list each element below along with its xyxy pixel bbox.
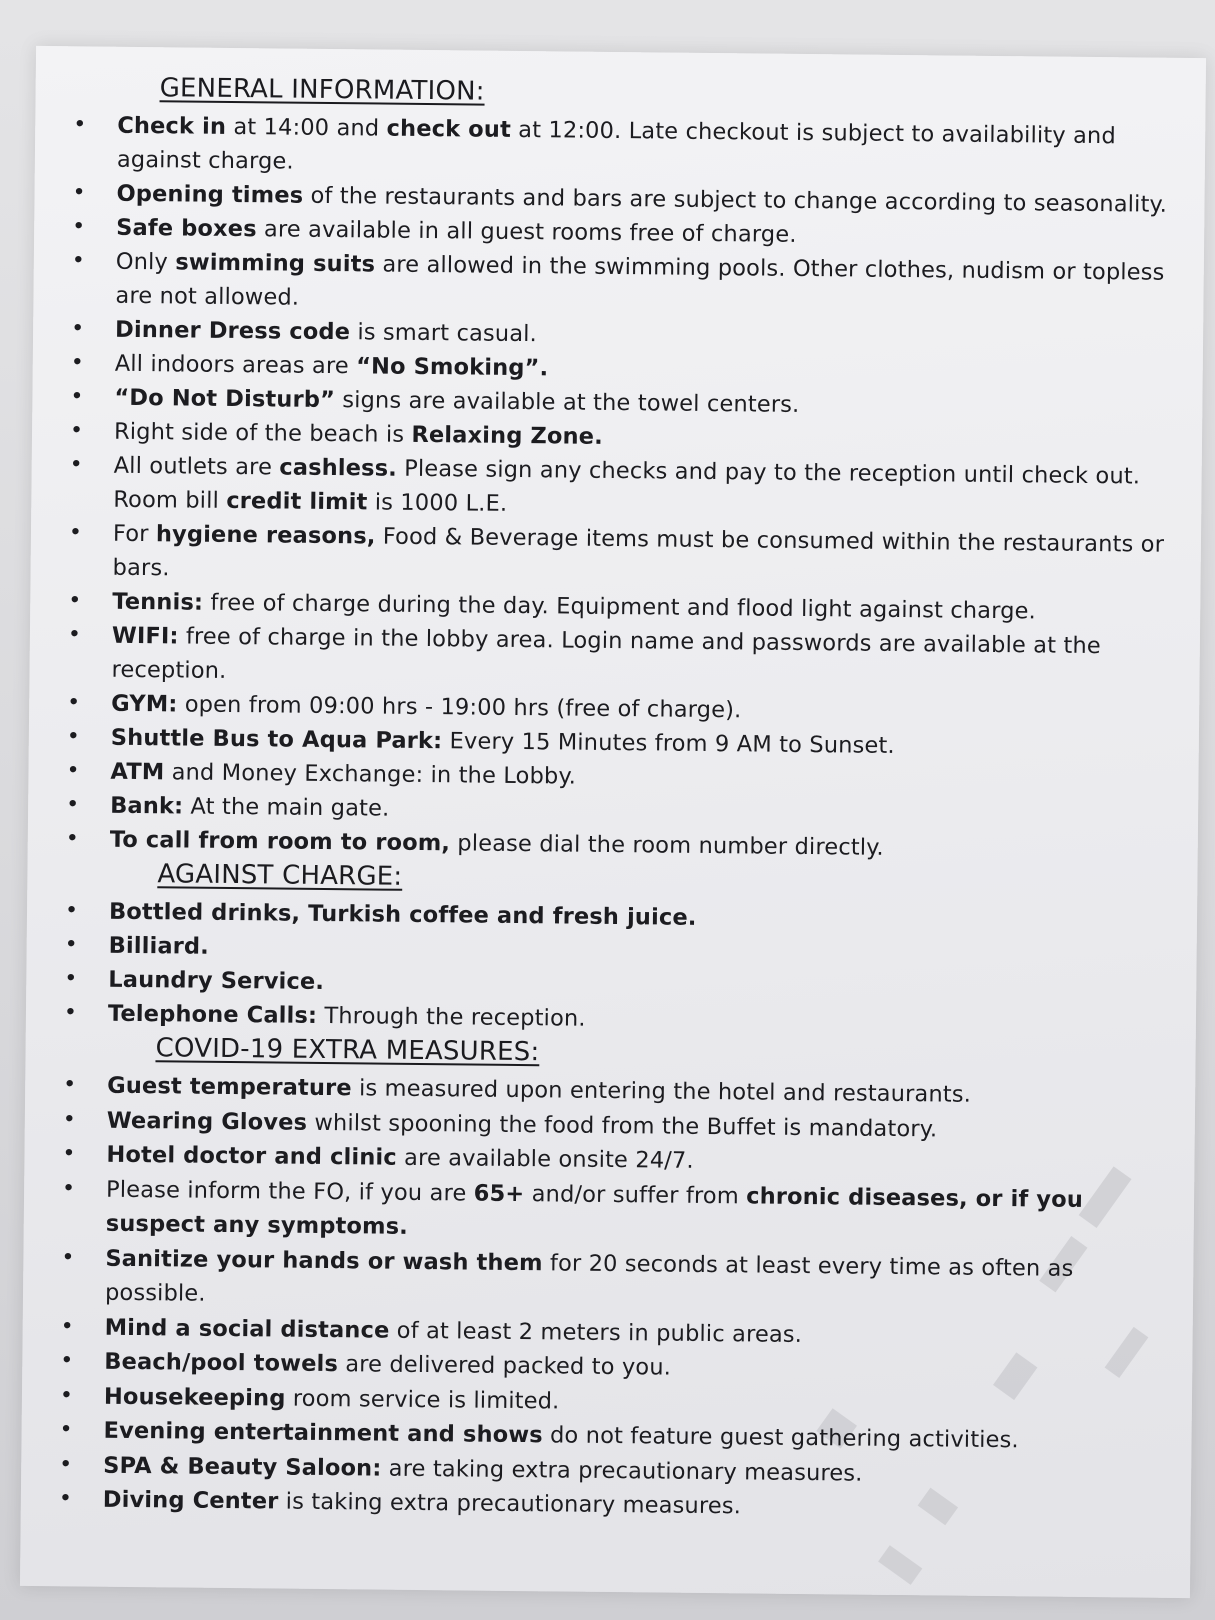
bold-text: “No Smoking”. xyxy=(356,353,549,382)
bold-text: Shuttle Bus to Aqua Park: xyxy=(110,724,443,755)
bullet-icon: • xyxy=(58,1486,73,1512)
item-text: room service is limited. xyxy=(285,1385,560,1414)
bullet-icon: • xyxy=(66,758,80,784)
bold-text: cashless. xyxy=(279,454,398,482)
item-text: are delivered packed to you. xyxy=(337,1351,672,1381)
bullet-icon: • xyxy=(64,966,78,992)
item-text: Food & Beverage items must be consumed within the restaurants or bars. xyxy=(112,523,1165,582)
bold-text: Opening times xyxy=(116,180,304,209)
bold-text: Mind a social distance xyxy=(104,1314,390,1344)
item-text: All indoors areas are xyxy=(114,350,357,380)
item-text: are available in all guest rooms free of charge. xyxy=(256,216,797,248)
item-text: are taking extra precautionary measures. xyxy=(381,1455,863,1487)
item-text: please dial the room number directly. xyxy=(449,830,884,861)
bullet-icon: • xyxy=(64,898,79,924)
against-charge-heading: AGAINST CHARGE: xyxy=(157,859,403,892)
bold-text: hygiene reasons, xyxy=(155,521,376,550)
bullet-icon: • xyxy=(72,180,86,206)
bold-text: To call from room to room, xyxy=(109,826,451,857)
covid-measures-heading: COVID-19 EXTRA MEASURES: xyxy=(155,1033,540,1068)
item-text: and Money Exchange: in the Lobby. xyxy=(164,759,577,790)
bold-text: Wearing Gloves xyxy=(106,1107,308,1136)
bold-text: “Do Not Disturb” xyxy=(114,384,336,414)
bold-text: WIFI: xyxy=(111,622,179,650)
bullet-icon: • xyxy=(69,418,84,444)
bullet-icon: • xyxy=(66,792,80,818)
item-text: is smart casual. xyxy=(349,319,538,348)
bold-text: Housekeeping xyxy=(103,1383,286,1412)
bold-text: chronic diseases, or if you suspect any symptoms. xyxy=(105,1182,1084,1240)
bold-text: Safe boxes xyxy=(116,214,257,243)
bold-text: Check in xyxy=(117,112,227,140)
item-text: is taking extra precautionary measures. xyxy=(278,1488,742,1520)
bold-text: ATM xyxy=(110,758,165,786)
bullet-icon: • xyxy=(71,248,86,274)
bold-text: Billiard. xyxy=(108,932,210,960)
item-text: Every 15 Minutes from 9 AM to Sunset. xyxy=(442,728,895,759)
bullet-icon: • xyxy=(73,112,87,138)
info-sheet xyxy=(20,46,1206,1598)
general-information-heading: GENERAL INFORMATION: xyxy=(159,73,485,107)
bold-text: Sanitize your hands or wash them xyxy=(105,1245,543,1276)
bullet-icon: • xyxy=(69,452,83,478)
bullet-icon: • xyxy=(62,1106,77,1132)
item-text: Only xyxy=(115,248,176,276)
item-text: signs are available at the towel centers. xyxy=(334,387,800,418)
item-text: at 14:00 and xyxy=(225,113,387,142)
list-item xyxy=(65,618,1166,698)
item-text: whilst spooning the food from the Buffet is mandatory. xyxy=(306,1109,938,1142)
bold-text: credit limit xyxy=(226,487,368,516)
bullet-icon: • xyxy=(72,214,86,240)
bold-text: Hotel doctor and clinic xyxy=(106,1141,397,1171)
bold-text: Bank: xyxy=(110,792,184,820)
bullet-icon: • xyxy=(59,1451,73,1477)
item-text: Please sign any checks and pay to the reception until check out. Room bill xyxy=(113,455,1141,514)
list-item xyxy=(69,244,1170,324)
item-text: free of charge in the lobby area. Login name and passwords are available at the reception. xyxy=(111,623,1101,684)
bullet-icon: • xyxy=(60,1313,74,1339)
bold-text: SPA & Beauty Saloon: xyxy=(103,1452,382,1482)
bullet-icon: • xyxy=(59,1417,73,1443)
bullet-icon: • xyxy=(62,1175,76,1201)
item-text: Right side of the beach is xyxy=(113,418,412,448)
item-text: do not feature guest gathering activities. xyxy=(542,1422,1019,1454)
bullet-icon: • xyxy=(61,1244,75,1270)
item-text: is measured upon entering the hotel and restaurants. xyxy=(351,1075,972,1108)
bullet-icon: • xyxy=(63,1072,77,1098)
bold-text: Laundry Service. xyxy=(108,966,325,995)
bold-text: 65+ xyxy=(473,1180,525,1207)
bullet-icon: • xyxy=(60,1348,74,1374)
item-text: Please inform the FO, if you are xyxy=(105,1176,474,1207)
bullet-icon: • xyxy=(64,932,78,958)
list-item xyxy=(67,448,1168,528)
bullet-icon: • xyxy=(70,350,85,376)
item-text: All outlets are xyxy=(113,452,280,481)
bold-text: Tennis: xyxy=(112,588,204,616)
bullet-icon: • xyxy=(66,724,81,750)
bold-text: Beach/pool towels xyxy=(104,1348,339,1378)
bullet-icon: • xyxy=(68,588,82,614)
document-body xyxy=(57,72,1172,1528)
bullet-icon: • xyxy=(68,520,83,546)
bullet-icon: • xyxy=(70,384,84,410)
bullet-icon: • xyxy=(62,1141,76,1167)
item-text: open from 09:00 hrs - 19:00 hrs (free of charge). xyxy=(177,691,742,724)
bold-text: GYM: xyxy=(111,690,178,718)
bullet-icon: • xyxy=(63,1000,78,1026)
item-text: are available onsite 24/7. xyxy=(396,1144,694,1174)
item-text: At the main gate. xyxy=(183,793,390,822)
item-text: free of charge during the day. Equipment and flood light against charge. xyxy=(202,589,1037,625)
item-text: for 20 seconds at least every time as often as possible. xyxy=(104,1249,1074,1307)
bold-text: Guest temperature xyxy=(107,1072,352,1102)
bullet-icon: • xyxy=(65,826,80,852)
item-text: For xyxy=(112,520,157,548)
list-item xyxy=(59,1241,1160,1322)
bold-text: Evening entertainment and shows xyxy=(103,1417,543,1449)
item-text: of the restaurants and bars are subject to change according to seasonality. xyxy=(303,182,1168,218)
bold-text: Telephone Calls: xyxy=(107,1000,318,1029)
bullet-icon: • xyxy=(67,690,81,716)
bullet-icon: • xyxy=(67,622,82,648)
item-text: and/or suffer from xyxy=(524,1180,747,1209)
item-text: are allowed in the swimming pools. Other clothes, nudism or topless are not allowed. xyxy=(115,251,1165,311)
bullet-icon: • xyxy=(59,1382,74,1408)
item-text: of at least 2 meters in public areas. xyxy=(389,1317,803,1348)
bold-text: check out xyxy=(386,115,512,143)
item-text: at 12:00. Late checkout is subject to availability and against charge. xyxy=(116,116,1116,175)
item-text: Through the reception. xyxy=(317,1002,586,1032)
covid-measures-list xyxy=(57,1068,1162,1528)
list-item xyxy=(60,1172,1161,1253)
bold-text: Diving Center xyxy=(102,1486,279,1515)
general-information-list xyxy=(64,108,1172,867)
bullet-icon: • xyxy=(71,316,85,342)
against-charge-list xyxy=(62,894,1163,1042)
item-text: is 1000 L.E. xyxy=(367,489,508,517)
list-item xyxy=(71,108,1172,188)
list-item xyxy=(66,516,1167,596)
bold-text: Bottled drinks, Turkish coffee and fresh juice. xyxy=(108,898,697,931)
bold-text: swimming suits xyxy=(175,249,376,278)
bold-text: Dinner Dress code xyxy=(114,316,351,346)
bold-text: Relaxing Zone. xyxy=(411,421,603,450)
